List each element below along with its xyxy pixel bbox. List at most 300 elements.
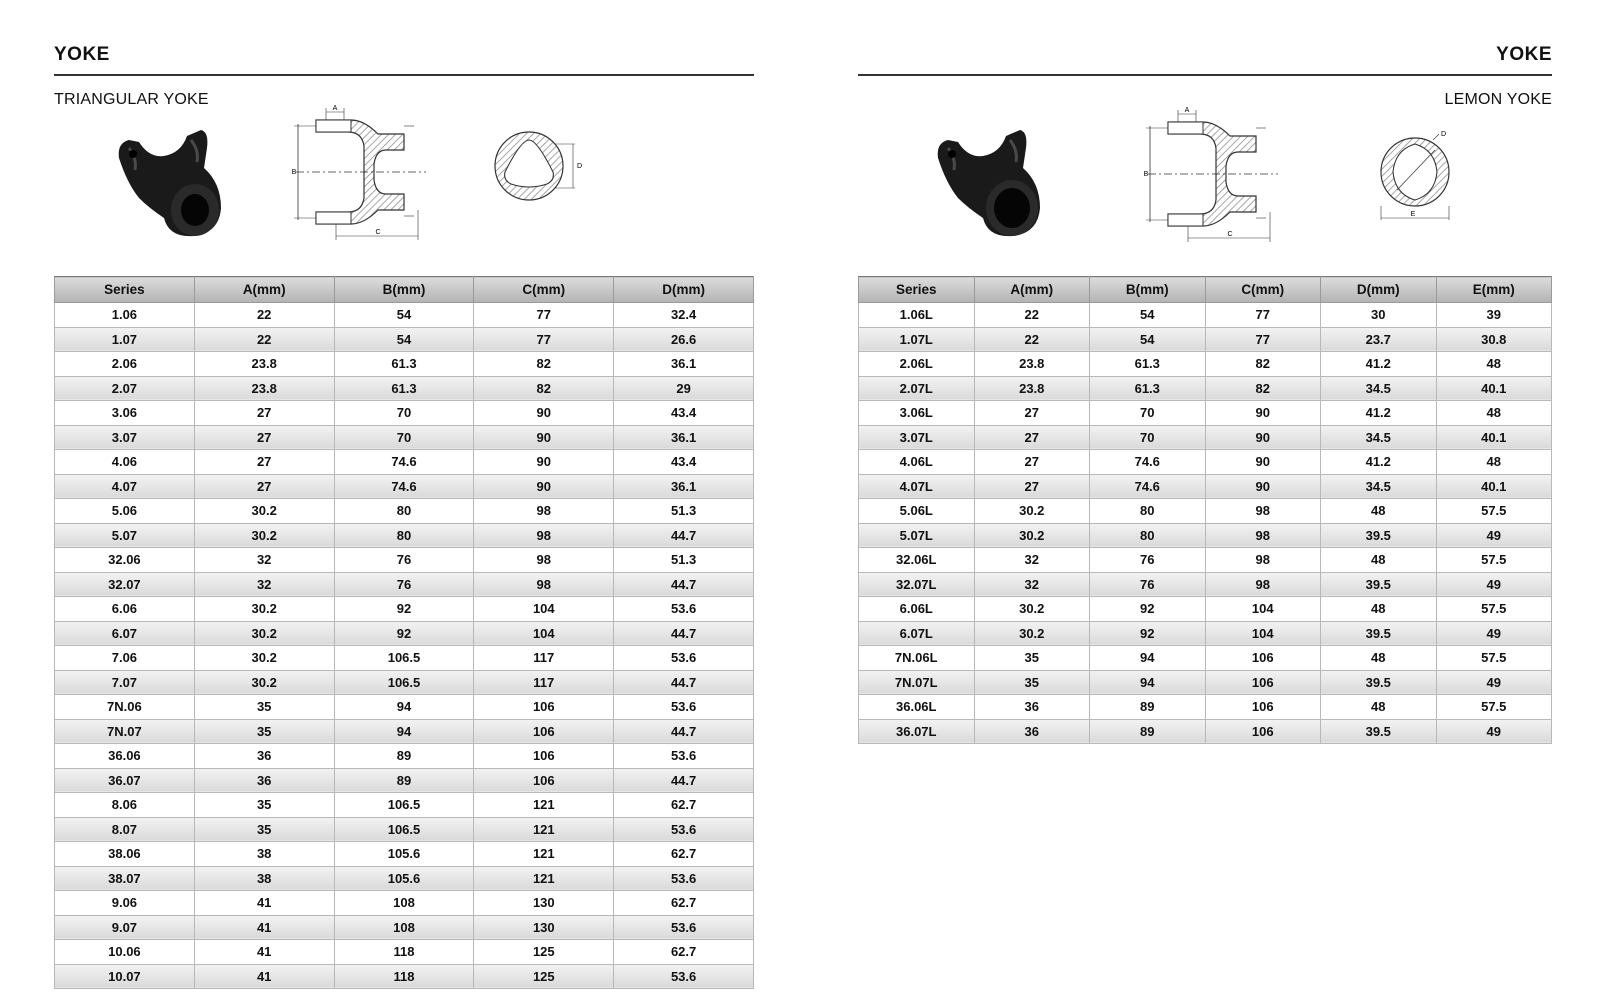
value-cell: 57.5: [1436, 695, 1552, 720]
value-cell: 53.6: [614, 866, 754, 891]
series-cell: 4.07: [55, 474, 195, 499]
series-cell: 3.07: [55, 425, 195, 450]
series-cell: 1.07L: [859, 327, 975, 352]
series-cell: 36.06L: [859, 695, 975, 720]
value-cell: 106.5: [334, 670, 474, 695]
value-cell: 49: [1436, 621, 1552, 646]
value-cell: 32: [974, 572, 1090, 597]
value-cell: 53.6: [614, 817, 754, 842]
value-cell: 30.2: [194, 621, 334, 646]
value-cell: 94: [1090, 670, 1206, 695]
value-cell: 62.7: [614, 793, 754, 818]
value-cell: 36: [194, 768, 334, 793]
value-cell: 26.6: [614, 327, 754, 352]
value-cell: 29: [614, 376, 754, 401]
value-cell: 76: [334, 572, 474, 597]
value-cell: 82: [474, 376, 614, 401]
table-row: [859, 352, 1552, 377]
value-cell: 70: [1090, 401, 1206, 426]
value-cell: 39.5: [1321, 572, 1437, 597]
value-cell: 118: [334, 964, 474, 989]
table-row: [55, 744, 754, 769]
value-cell: 106: [1205, 719, 1321, 744]
value-cell: 82: [474, 352, 614, 377]
value-cell: 35: [974, 670, 1090, 695]
value-cell: 43.4: [614, 401, 754, 426]
value-cell: 77: [1205, 303, 1321, 328]
column-header-series: Series: [859, 277, 975, 303]
value-cell: 38: [194, 842, 334, 867]
value-cell: 44.7: [614, 572, 754, 597]
value-cell: 70: [1090, 425, 1206, 450]
value-cell: 61.3: [334, 352, 474, 377]
value-cell: 82: [1205, 352, 1321, 377]
value-cell: 35: [194, 817, 334, 842]
value-cell: 89: [1090, 695, 1206, 720]
value-cell: 57.5: [1436, 597, 1552, 622]
value-cell: 48: [1436, 352, 1552, 377]
value-cell: 48: [1321, 695, 1437, 720]
value-cell: 53.6: [614, 597, 754, 622]
value-cell: 90: [1205, 450, 1321, 475]
value-cell: 39: [1436, 303, 1552, 328]
table-row: [859, 499, 1552, 524]
series-cell: 1.06: [55, 303, 195, 328]
value-cell: 27: [974, 474, 1090, 499]
value-cell: 30.2: [194, 499, 334, 524]
triangular-yoke-photo: [109, 128, 229, 243]
value-cell: 22: [974, 303, 1090, 328]
value-cell: 53.6: [614, 744, 754, 769]
series-cell: 10.07: [55, 964, 195, 989]
dimension-label-c: C: [1227, 231, 1233, 238]
series-cell: 3.07L: [859, 425, 975, 450]
triangular-profile-drawing: [489, 128, 584, 208]
table-row: [55, 866, 754, 891]
table-row: [55, 474, 754, 499]
table-row: [55, 572, 754, 597]
series-cell: 36.06: [55, 744, 195, 769]
value-cell: 118: [334, 940, 474, 965]
value-cell: 106: [1205, 695, 1321, 720]
value-cell: 130: [474, 915, 614, 940]
value-cell: 57.5: [1436, 548, 1552, 573]
dimension-label-c: C: [375, 229, 381, 236]
series-cell: 5.07L: [859, 523, 975, 548]
value-cell: 36: [974, 695, 1090, 720]
lemon-yoke-table: [858, 276, 1552, 744]
value-cell: 121: [474, 842, 614, 867]
value-cell: 98: [1205, 572, 1321, 597]
series-cell: 1.06L: [859, 303, 975, 328]
page-header-title: YOKE: [1496, 44, 1552, 65]
series-cell: 7N.07: [55, 719, 195, 744]
table-row: [55, 793, 754, 818]
value-cell: 49: [1436, 670, 1552, 695]
value-cell: 89: [334, 768, 474, 793]
value-cell: 106: [474, 695, 614, 720]
value-cell: 74.6: [1090, 474, 1206, 499]
value-cell: 92: [334, 621, 474, 646]
table-row: [859, 474, 1552, 499]
series-cell: 6.06L: [859, 597, 975, 622]
value-cell: 121: [474, 793, 614, 818]
value-cell: 92: [1090, 621, 1206, 646]
section-title: LEMON YOKE: [1444, 91, 1552, 108]
value-cell: 35: [194, 719, 334, 744]
table-row: [859, 646, 1552, 671]
value-cell: 62.7: [614, 842, 754, 867]
value-cell: 41.2: [1321, 450, 1437, 475]
value-cell: 30: [1321, 303, 1437, 328]
value-cell: 30.2: [974, 499, 1090, 524]
column-header-a: A(mm): [974, 277, 1090, 303]
value-cell: 48: [1436, 401, 1552, 426]
value-cell: 61.3: [1090, 352, 1206, 377]
series-cell: 5.06L: [859, 499, 975, 524]
value-cell: 35: [194, 793, 334, 818]
dimension-label-b: B: [291, 169, 297, 176]
series-cell: 4.06L: [859, 450, 975, 475]
value-cell: 57.5: [1436, 499, 1552, 524]
table-row: [55, 450, 754, 475]
table-row: [55, 670, 754, 695]
table-row: [55, 842, 754, 867]
value-cell: 23.8: [974, 352, 1090, 377]
value-cell: 23.8: [194, 376, 334, 401]
column-header-d: D(mm): [614, 277, 754, 303]
value-cell: 27: [974, 401, 1090, 426]
value-cell: 106.5: [334, 646, 474, 671]
series-cell: 6.06: [55, 597, 195, 622]
value-cell: 32.4: [614, 303, 754, 328]
value-cell: 48: [1321, 646, 1437, 671]
value-cell: 80: [334, 523, 474, 548]
value-cell: 104: [474, 621, 614, 646]
column-header-b: B(mm): [1090, 277, 1206, 303]
value-cell: 48: [1321, 548, 1437, 573]
table-row: [55, 401, 754, 426]
value-cell: 90: [1205, 425, 1321, 450]
value-cell: 53.6: [614, 646, 754, 671]
value-cell: 121: [474, 866, 614, 891]
value-cell: 27: [194, 450, 334, 475]
value-cell: 34.5: [1321, 474, 1437, 499]
series-cell: 36.07L: [859, 719, 975, 744]
table-row: [859, 572, 1552, 597]
series-cell: 3.06: [55, 401, 195, 426]
value-cell: 30.2: [974, 621, 1090, 646]
series-cell: 2.07L: [859, 376, 975, 401]
dimension-label-a: A: [332, 105, 338, 112]
value-cell: 32: [974, 548, 1090, 573]
value-cell: 54: [1090, 327, 1206, 352]
value-cell: 106.5: [334, 817, 474, 842]
series-cell: 5.07: [55, 523, 195, 548]
value-cell: 53.6: [614, 964, 754, 989]
value-cell: 105.6: [334, 866, 474, 891]
value-cell: 62.7: [614, 940, 754, 965]
value-cell: 89: [334, 744, 474, 769]
table-row: [859, 719, 1552, 744]
section-title: TRIANGULAR YOKE: [54, 91, 209, 108]
table-row: [859, 548, 1552, 573]
value-cell: 36: [194, 744, 334, 769]
series-cell: 8.06: [55, 793, 195, 818]
column-header-a: A(mm): [194, 277, 334, 303]
dimension-label-b: B: [1143, 171, 1149, 178]
series-cell: 10.06: [55, 940, 195, 965]
value-cell: 39.5: [1321, 670, 1437, 695]
value-cell: 106: [1205, 646, 1321, 671]
column-header-d: D(mm): [1321, 277, 1437, 303]
value-cell: 98: [1205, 548, 1321, 573]
value-cell: 104: [1205, 621, 1321, 646]
value-cell: 30.2: [194, 646, 334, 671]
series-cell: 8.07: [55, 817, 195, 842]
series-cell: 2.06: [55, 352, 195, 377]
table-row: [859, 401, 1552, 426]
value-cell: 41: [194, 940, 334, 965]
series-cell: 2.06L: [859, 352, 975, 377]
value-cell: 23.8: [974, 376, 1090, 401]
value-cell: 106: [474, 719, 614, 744]
value-cell: 27: [194, 401, 334, 426]
table-row: [55, 964, 754, 989]
value-cell: 61.3: [334, 376, 474, 401]
value-cell: 23.8: [194, 352, 334, 377]
dimension-label-e: E: [1410, 211, 1416, 218]
table-row: [55, 327, 754, 352]
value-cell: 76: [334, 548, 474, 573]
value-cell: 30.8: [1436, 327, 1552, 352]
value-cell: 36.1: [614, 425, 754, 450]
value-cell: 105.6: [334, 842, 474, 867]
value-cell: 117: [474, 670, 614, 695]
dimension-label-d: D: [577, 163, 583, 170]
value-cell: 41.2: [1321, 352, 1437, 377]
value-cell: 117: [474, 646, 614, 671]
value-cell: 36: [974, 719, 1090, 744]
value-cell: 48: [1321, 597, 1437, 622]
right-page: [858, 0, 1552, 1000]
value-cell: 106: [1205, 670, 1321, 695]
series-cell: 6.07: [55, 621, 195, 646]
value-cell: 54: [334, 327, 474, 352]
value-cell: 104: [474, 597, 614, 622]
lemon-yoke-photo: [928, 128, 1048, 243]
series-cell: 6.07L: [859, 621, 975, 646]
lemon-profile-drawing: [1373, 128, 1468, 228]
value-cell: 98: [474, 499, 614, 524]
value-cell: 27: [974, 450, 1090, 475]
value-cell: 49: [1436, 572, 1552, 597]
value-cell: 44.7: [614, 621, 754, 646]
table-row: [859, 327, 1552, 352]
series-cell: 9.06: [55, 891, 195, 916]
page-header-title: YOKE: [54, 44, 110, 65]
table-row: [859, 670, 1552, 695]
value-cell: 40.1: [1436, 425, 1552, 450]
dimension-label-a: A: [1184, 107, 1190, 114]
value-cell: 70: [334, 401, 474, 426]
value-cell: 44.7: [614, 523, 754, 548]
value-cell: 106.5: [334, 793, 474, 818]
series-cell: 7.06: [55, 646, 195, 671]
value-cell: 121: [474, 817, 614, 842]
series-cell: 3.06L: [859, 401, 975, 426]
value-cell: 34.5: [1321, 376, 1437, 401]
series-cell: 4.07L: [859, 474, 975, 499]
series-cell: 32.06L: [859, 548, 975, 573]
value-cell: 49: [1436, 523, 1552, 548]
value-cell: 44.7: [614, 670, 754, 695]
table-row: [55, 817, 754, 842]
value-cell: 43.4: [614, 450, 754, 475]
value-cell: 74.6: [334, 474, 474, 499]
value-cell: 70: [334, 425, 474, 450]
table-body: [55, 303, 754, 989]
value-cell: 82: [1205, 376, 1321, 401]
value-cell: 94: [1090, 646, 1206, 671]
value-cell: 44.7: [614, 719, 754, 744]
series-cell: 7N.06: [55, 695, 195, 720]
value-cell: 41: [194, 915, 334, 940]
value-cell: 36.1: [614, 352, 754, 377]
value-cell: 53.6: [614, 695, 754, 720]
value-cell: 22: [974, 327, 1090, 352]
series-cell: 5.06: [55, 499, 195, 524]
value-cell: 54: [1090, 303, 1206, 328]
table-row: [859, 695, 1552, 720]
value-cell: 35: [974, 646, 1090, 671]
series-cell: 4.06: [55, 450, 195, 475]
value-cell: 74.6: [334, 450, 474, 475]
value-cell: 80: [1090, 499, 1206, 524]
table-row: [859, 425, 1552, 450]
value-cell: 32: [194, 572, 334, 597]
table-row: [55, 597, 754, 622]
value-cell: 51.3: [614, 548, 754, 573]
table-row: [859, 450, 1552, 475]
value-cell: 108: [334, 915, 474, 940]
value-cell: 30.2: [194, 597, 334, 622]
value-cell: 90: [1205, 474, 1321, 499]
table-row: [55, 940, 754, 965]
series-cell: 2.07: [55, 376, 195, 401]
column-header-c: C(mm): [474, 277, 614, 303]
series-cell: 1.07: [55, 327, 195, 352]
value-cell: 130: [474, 891, 614, 916]
value-cell: 41: [194, 964, 334, 989]
table-row: [859, 621, 1552, 646]
table-row: [859, 597, 1552, 622]
series-cell: 7.07: [55, 670, 195, 695]
value-cell: 89: [1090, 719, 1206, 744]
value-cell: 98: [1205, 499, 1321, 524]
table-row: [55, 303, 754, 328]
value-cell: 74.6: [1090, 450, 1206, 475]
series-cell: 38.07: [55, 866, 195, 891]
value-cell: 92: [334, 597, 474, 622]
value-cell: 22: [194, 303, 334, 328]
value-cell: 27: [194, 425, 334, 450]
table-row: [55, 352, 754, 377]
value-cell: 40.1: [1436, 474, 1552, 499]
value-cell: 36.1: [614, 474, 754, 499]
value-cell: 40.1: [1436, 376, 1552, 401]
value-cell: 98: [474, 548, 614, 573]
table-header-row: [55, 277, 754, 303]
value-cell: 54: [334, 303, 474, 328]
value-cell: 76: [1090, 548, 1206, 573]
value-cell: 48: [1436, 450, 1552, 475]
value-cell: 76: [1090, 572, 1206, 597]
value-cell: 98: [474, 572, 614, 597]
value-cell: 44.7: [614, 768, 754, 793]
value-cell: 23.7: [1321, 327, 1437, 352]
column-header-c: C(mm): [1205, 277, 1321, 303]
value-cell: 80: [334, 499, 474, 524]
value-cell: 90: [474, 474, 614, 499]
value-cell: 41: [194, 891, 334, 916]
value-cell: 125: [474, 940, 614, 965]
value-cell: 48: [1321, 499, 1437, 524]
value-cell: 49: [1436, 719, 1552, 744]
column-header-series: Series: [55, 277, 195, 303]
series-cell: 7N.06L: [859, 646, 975, 671]
column-header-b: B(mm): [334, 277, 474, 303]
value-cell: 104: [1205, 597, 1321, 622]
column-header-e: E(mm): [1436, 277, 1552, 303]
table-row: [859, 303, 1552, 328]
table-row: [55, 891, 754, 916]
value-cell: 30.2: [194, 670, 334, 695]
value-cell: 39.5: [1321, 523, 1437, 548]
value-cell: 41.2: [1321, 401, 1437, 426]
value-cell: 34.5: [1321, 425, 1437, 450]
value-cell: 90: [474, 450, 614, 475]
table-row: [55, 695, 754, 720]
value-cell: 35: [194, 695, 334, 720]
table-row: [859, 523, 1552, 548]
value-cell: 92: [1090, 597, 1206, 622]
dimension-label-d: D: [1441, 131, 1447, 138]
value-cell: 22: [194, 327, 334, 352]
series-cell: 32.06: [55, 548, 195, 573]
table-row: [55, 548, 754, 573]
value-cell: 80: [1090, 523, 1206, 548]
table-row: [55, 915, 754, 940]
triangular-yoke-drawing: [286, 102, 431, 244]
value-cell: 39.5: [1321, 719, 1437, 744]
table-body: [859, 303, 1552, 744]
value-cell: 30.2: [974, 597, 1090, 622]
value-cell: 106: [474, 768, 614, 793]
series-cell: 9.07: [55, 915, 195, 940]
value-cell: 57.5: [1436, 646, 1552, 671]
table-row: [55, 523, 754, 548]
value-cell: 90: [474, 401, 614, 426]
table-row: [55, 719, 754, 744]
lemon-yoke-drawing: [1138, 104, 1283, 246]
value-cell: 98: [1205, 523, 1321, 548]
value-cell: 125: [474, 964, 614, 989]
value-cell: 77: [474, 327, 614, 352]
value-cell: 90: [1205, 401, 1321, 426]
table-header-row: [859, 277, 1552, 303]
header-divider: [54, 74, 754, 76]
